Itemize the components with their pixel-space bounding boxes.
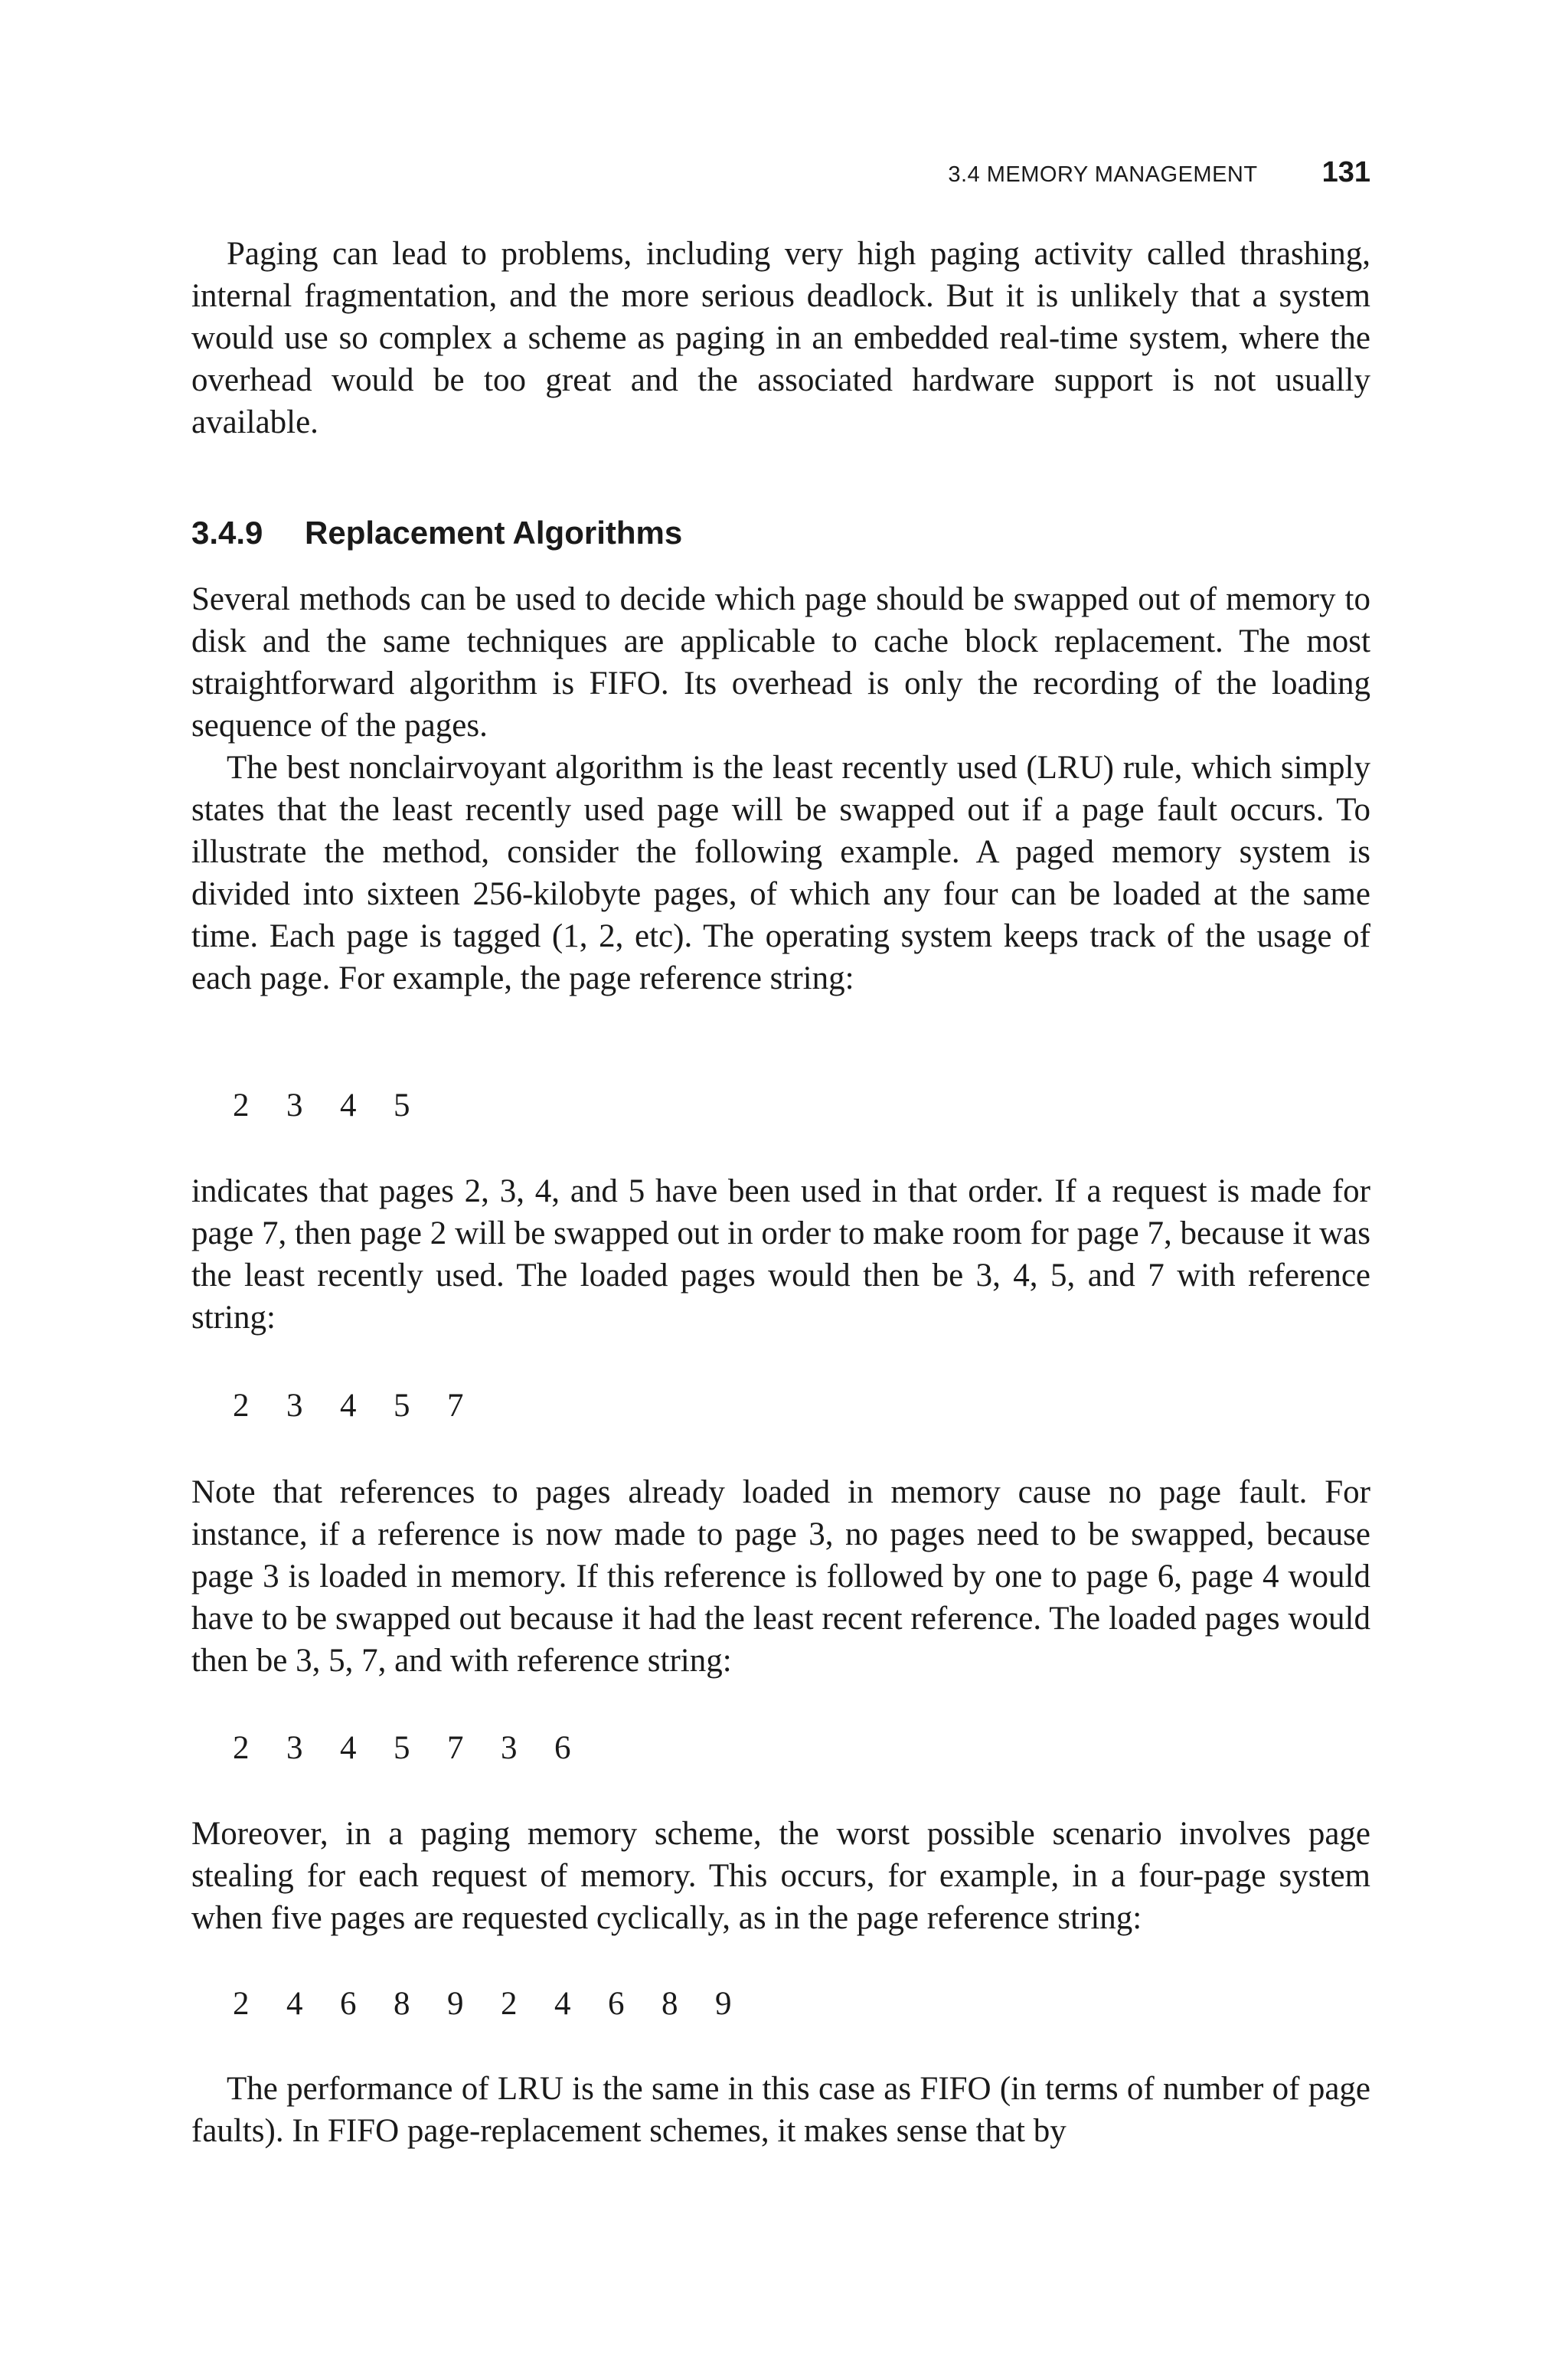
reference-value: 3 — [286, 1088, 303, 1123]
paragraph-lru: The best nonclairvoyant algorithm is the least recently used (LRU) rule, which simply states that the least recently used page will be swapped out if a page fault occurs. To illustrate the method, consider the following example. A paged memory system is divided into sixteen 256-kilobyte pages, of which any four can be loaded at the same time. Each page is tagged (1, 2, etc). The operating system keeps track of the usage of each page. For example, the page reference string: — [191, 750, 1370, 996]
paragraph-note: Note that references to pages already loaded in memory cause no page fault. For instance, if a reference is now made to page 3, no pages need to be swapped, because page 3 is loaded in memory. If this reference is followed by one to page 6, page 4 would have to be swapped out because it had the least recent reference. The loaded pages would then be 3, 5, 7, and with reference string: — [191, 1474, 1370, 1679]
paragraph-indicates: indicates that pages 2, 3, 4, and 5 have been used in that order. If a request is made for page 7, then page 2 will be swapped out in order to make room for page 7, because it was the least recently used. The loaded pages would then be 3, 4, 5, and 7 with reference string: — [191, 1173, 1370, 1336]
reference-value: 9 — [715, 1986, 732, 2022]
reference-value: 2 — [233, 1388, 250, 1424]
reference-value: 4 — [340, 1088, 357, 1123]
reference-value: 3 — [286, 1388, 303, 1424]
reference-value: 2 — [233, 1088, 250, 1123]
running-head — [191, 156, 1370, 193]
reference-value: 6 — [608, 1986, 625, 2022]
reference-value: 2 — [501, 1986, 518, 2022]
reference-value: 2 — [233, 1730, 250, 1766]
section-title: Replacement Algorithms — [305, 515, 683, 551]
reference-value: 6 — [340, 1986, 357, 2022]
reference-value: 9 — [447, 1986, 464, 2022]
reference-value: 8 — [662, 1986, 678, 2022]
reference-string-4 — [233, 1983, 769, 2025]
reference-value: 3 — [501, 1730, 518, 1766]
reference-value: 7 — [447, 1730, 464, 1766]
running-head-section: 3.4 MEMORY MANAGEMENT — [948, 162, 1258, 187]
paragraph-methods: Several methods can be used to decide which page should be swapped out of memory to disk and the same techniques are applicable to cache block replacement. The most straightforward algorithm is FIFO. Its overhead is only the recording of the loading sequence of the pages. — [191, 581, 1370, 744]
reference-value: 8 — [394, 1986, 410, 2022]
reference-value: 4 — [286, 1986, 303, 2022]
section-heading — [191, 512, 682, 554]
paragraph-moreover: Moreover, in a paging memory scheme, the worst possible scenario involves page stealing for each request of memory. This occurs, for example, in a four-page system when five pages are requested cyclically, as in the page reference string: — [191, 1816, 1370, 1936]
reference-value: 4 — [554, 1986, 571, 2022]
reference-value: 5 — [394, 1730, 410, 1766]
reference-value: 5 — [394, 1388, 410, 1424]
paragraph-intro: Paging can lead to problems, including very high paging activity called thrashing, internal fragmentation, and the more serious deadlock. But it is unlikely that a system would use so complex a scheme as paging in an embedded real-time system, where the overhead would be too great and the associated hardware support is not usually available. — [191, 236, 1370, 440]
section-number: 3.4.9 — [191, 515, 263, 551]
reference-value: 7 — [447, 1388, 464, 1424]
reference-value: 2 — [233, 1986, 250, 2022]
paragraph-performance: The performance of LRU is the same in this case as FIFO (in terms of number of page faults). In FIFO page-replacement schemes, it makes sense that by — [191, 2071, 1370, 2149]
reference-string-3 — [233, 1727, 608, 1769]
reference-string-1 — [233, 1084, 447, 1127]
reference-value: 6 — [554, 1730, 571, 1766]
reference-value: 4 — [340, 1730, 357, 1766]
reference-value: 3 — [286, 1730, 303, 1766]
reference-value: 5 — [394, 1088, 410, 1123]
reference-string-2 — [233, 1385, 501, 1427]
reference-value: 4 — [340, 1388, 357, 1424]
page-number: 131 — [1321, 156, 1370, 188]
